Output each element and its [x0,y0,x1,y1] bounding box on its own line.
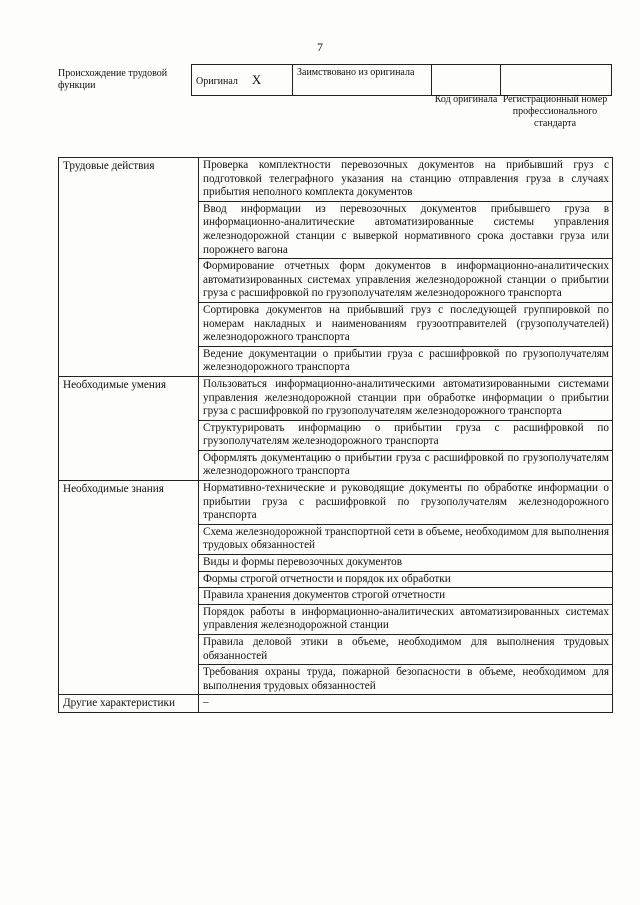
code-cell [432,65,501,96]
section-item: Ввод информации из перевозочных документов прибывшего груза в информационно-аналитические автоматизированные системы управления железнодорожной станции с выверкой нормативного срока доставки груза или порожнего вагона [199,201,613,258]
original-mark: X [251,71,262,87]
section-item: Сортировка документов на прибывший груз с последующей группировкой по номерам накладных и наименованиям грузоотправителей (грузополучателей) железнодорожного транспорта [199,302,613,346]
labor-function-table [58,157,613,713]
table-row [59,481,613,525]
section-item: Ведение документации о прибытии груза с расшифровкой по грузополучателям железнодорожного транспорта [199,346,613,376]
section-item: Правила деловой этики в объеме, необходимом для выполнения трудовых обязанностей [199,635,613,665]
original-label: Оригинал [196,75,238,87]
code-caption: Код оригинала [434,94,498,105]
table-row [59,695,613,713]
section-item: Формирование отчетных форм документов в информационно-аналитических автоматизированных системах управления железнодорожной станции о прибытии груза с расшифровкой по грузополучателям железнодорожного транспорта [199,259,613,303]
table-row [59,158,613,202]
reg-number-cell [501,65,612,96]
origin-table [191,64,612,96]
original-cell [192,65,293,96]
table-row [59,376,613,420]
section-item: Требования охраны труда, пожарной безопасности в объеме, необходимом для выполнения трудовых обязанностей [199,665,613,695]
section-item: Структурировать информацию о прибытии груза с расшифровкой по грузополучателям железнодорожного транспорта [199,420,613,450]
section-item: Формы строгой отчетности и порядок их обработки [199,571,613,588]
section-title: Необходимые знания [59,481,199,695]
section-item: Оформлять документацию о прибытии груза с расшифровкой по грузополучателям железнодорожного транспорта [199,450,613,480]
section-item: Правила хранения документов строгой отчетности [199,588,613,605]
section-item: Нормативно-технические и руководящие документы по обработке информации о прибытии груза с расшифровкой по грузополучателям железнодорожного транспорта [199,481,613,525]
section-item: Виды и формы перевозочных документов [199,555,613,572]
section-item: Порядок работы в информационно-аналитических автоматизированных системах управления железнодорожной станции [199,604,613,634]
section-item: – [199,695,613,713]
reg-caption: Регистрационный номер профессионального стандарта [502,94,608,129]
section-item: Проверка комплектности перевозочных документов на прибывший груз с подготовкой телеграфного указания на станцию отправления груза в случаях прибытия неполного комплекта документов [199,158,613,202]
section-title: Трудовые действия [59,158,199,377]
origin-label: Происхождение трудовой функции [58,68,168,91]
borrowed-cell: Заимствовано из оригинала [293,65,432,96]
page-number: 7 [317,40,323,54]
section-item: Схема железнодорожной транспортной сети в объеме, необходимом для выполнения трудовых обязанностей [199,524,613,554]
section-title: Другие характеристики [59,695,199,713]
section-item: Пользоваться информационно-аналитическими автоматизированными системами управления железнодорожной станции при обработке информации о прибытии груза с расшифровкой по грузополучателям железнодорожного транспорта [199,376,613,420]
section-title: Необходимые умения [59,376,199,480]
